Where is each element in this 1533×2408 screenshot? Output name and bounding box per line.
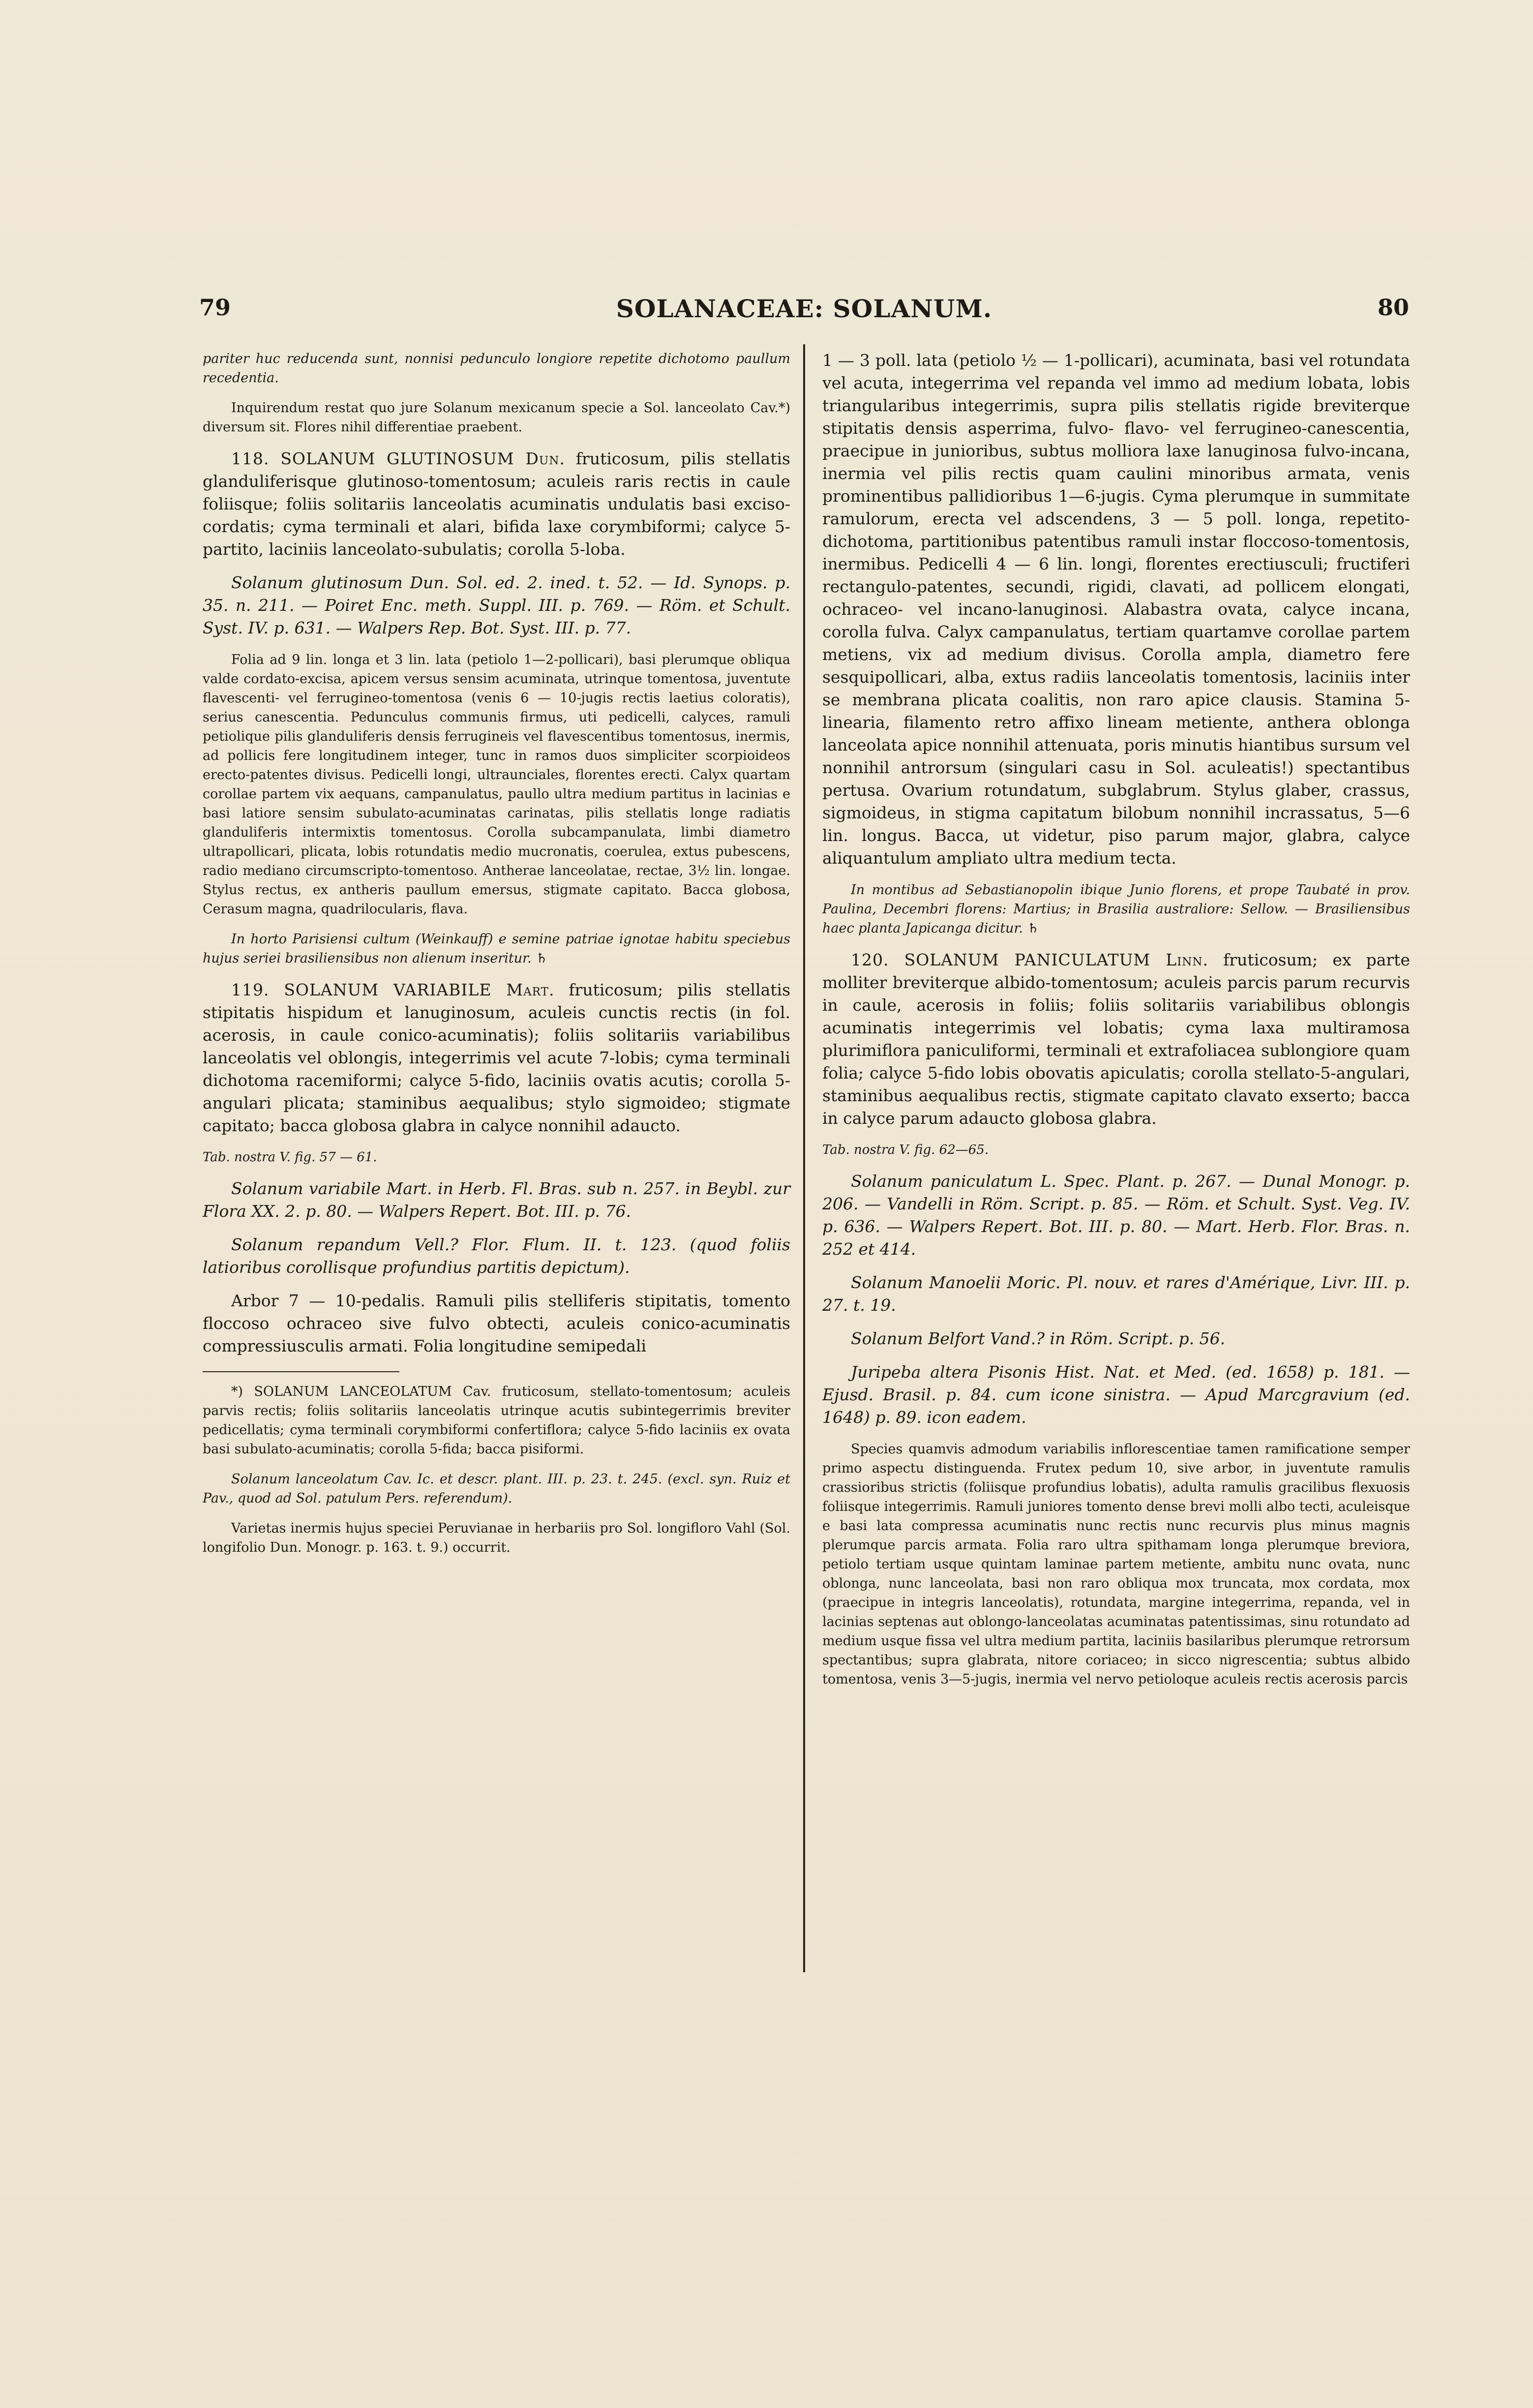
species-120-synonym-1: Solanum paniculatum L. Spec. Plant. p. 267. — Dunal Monogr. p. 206. — Vandelli in Röm. Script. p. 85. — Röm. et Schult. Syst. Veg. IV. p. 636. — Walpers Repert. Bot. III. p. 80. — Mart. Herb. Flor. Bras. n. 252 et 414.	[822, 1172, 1410, 1259]
species-119-habitat: In montibus ad Sebastianopolin ibique Junio florens, et prope Taubaté in prov. Paulina, Decembri florens: Martius; in Brasilia australiore: Sellow. — Brasiliensibus haec planta Japicanga dicitur. ♄	[822, 882, 1410, 936]
species-119	[203, 979, 790, 1137]
species-120-synonym-3: Solanum Belfort Vand.? in Röm. Script. p. 56.	[851, 1329, 1226, 1348]
species-119-description: Arbor 7 — 10-pedalis. Ramuli pilis stelliferis stipitatis, tomento floccoso ochraceo sive fulvo obtecti, aculeis conico-acuminatis compressiusculis armati. Folia longitudine semipedali	[203, 1291, 790, 1355]
page-number-right: 80	[1377, 294, 1409, 321]
running-title: SOLANACEAE: SOLANUM.	[616, 294, 992, 323]
page-number-left: 79	[199, 294, 231, 321]
species-120-heading: 120. SOLANUM PANICULATUM Linn.	[851, 950, 1209, 969]
species-118-description: Folia ad 9 lin. longa et 3 lin. lata (petiolo 1—2-pollicari), basi plerumque obliqua valde cordato-excisa, apicem versus sensim acuminata, utrinque tomentosa, juventute flavescenti- vel ferrugineo-tomentosa (venis 6 — 10-jugis rectis laetius coloratis), serius canescentia. Pedunculus communis firmus, uti pedicelli, calyces, ramuli petiolique pilis glanduliferis densis ferrugineis vel flavescentibus tomentosus, inermis, ad pollicis fere longitudinem integer, tunc in ramos duos simpliciter scorpioideos erecto-patentes divisus. Pedicelli longi, ultraunciales, florentes erecti. Calyx quartam corollae partem vix aequans, campanulatus, paullo ultra medium partitus in lacinias e basi latiore sensim subulato-acuminatas carinatas, pilis stellatis longe radiatis glanduliferis intermixtis tomentosus. Corolla subcampanulata, limbi diametro ultrapollicari, plicata, lobis rotundatis medio mucronatis, coerulea, extus pubescens, radio mediano circumscripto-tomentoso. Antherae lanceolatae, rectae, 3½ lin. longae. Stylus rectus, ex antheris paullum emersus, stigmate capitato. Bacca globosa, Cerasum magna, quadrilocularis, flava.	[203, 652, 790, 917]
species-119-diagnosis: fruticosum; pilis stellatis stipitatis hispidum et lanuginosum, aculeis cunctis rectis (in fol. acerosis, in caule conico-acuminatis); foliis solitariis variabilibus lanceolatis vel oblongis, integerrimis vel acute 7-lobis; cyma terminali dichotoma racemiformi; calyce 5-fido, laciniis ovatis acutis; corolla 5-angulari plicata; staminibus aequalibus; stylo sigmoideo; stigmate capitato; bacca globosa glabra in calyce nonnihil adaucto.	[203, 980, 791, 1135]
species-118-synonymy: Solanum glutinosum Dun. Sol. ed. 2. ined. t. 52. — Id. Synops. p. 35. n. 211. — Poiret Enc. meth. Suppl. III. p. 769. — Röm. et Schult. Syst. IV. p. 631. — Walpers Rep. Bot. Syst. III. p. 77.	[203, 573, 790, 637]
column-divider	[803, 344, 805, 1972]
left-column	[203, 349, 790, 1568]
footnote-synonymy: Solanum lanceolatum Cav. Ic. et descr. plant. III. p. 23. t. 245. (excl. syn. Ruiz et Pav., quod ad Sol. patulum Pers. referendum).	[203, 1472, 790, 1506]
species-119-description-cont: 1 — 3 poll. lata (petiolo ½ — 1-pollicari), acuminata, basi vel rotundata vel acuta, integerrima vel repanda vel immo ad medium lobata, lobis triangularibus integerrimis, supra pilis stellatis rigide breviterque stipitatis densis asperrima, fulvo- flavo- vel ferrugineo-canescentia, praecipue in junioribus, subtus molliora laxe lanuginosa fulvo-incana, inermia vel pilis rectis quam caulini minoribus armata, venis prominentibus pallidioribus 1—6-jugis. Cyma plerumque in summitate ramulorum, erecta vel adscendens, 3 — 5 poll. longa, repetito-dichotoma, partitionibus patentibus ramuli instar floccoso-tomentosis, inermibus. Pedicelli 4 — 6 lin. longi, florentes erectiusculi; fructiferi rectangulo-patentes, secundi, rigidi, clavati, ad pollicem elongati, ochraceo- vel incano-lanuginosi. Alabastra ovata, calyce incana, corolla fulva. Calyx campanulatus, tertiam quartamve corollae partem metiens, vix ad medium divisus. Corolla ampla, diametro fere sesquipollicari, alba, extus radiis lanceolatis tomentosis, laciniis inter se membrana plicata coalitis, non raro apice clausis. Stamina 5-linearia, filamento retro affixo lineam metiente, anthera oblonga lanceolata apice nonnihil attenuata, poris minutis hiantibus sursum vel nonnihil antrorsum (singulari casu in Sol. aculeatis!) spectantibus pertusa. Ovarium rotundatum, subglabrum. Stylus glaber, crassus, sigmoideus, in stigma capitatum bilobum nonnihil incrassatus, 5—6 lin. longus. Bacca, ut videtur, piso parum major, glabra, calyce aliquantulum ampliato ultra medium tecta.	[822, 351, 1410, 868]
footnote-variety: Varietas inermis hujus speciei Peruvianae in herbariis pro Sol. longifloro Vahl (Sol. longifolio Dun. Monogr. p. 163. t. 9.) occurrit.	[203, 1521, 790, 1555]
species-118-habitat: In horto Parisiensi cultum (Weinkauff) e semine patriae ignotae habitu speciebus hujus seriei brasiliensibus non alienum inseritur. ♄	[203, 932, 790, 966]
intro-paragraph: pariter huc reducenda sunt, nonnisi pedunculo longiore repetite dichotomo paullum recedentia.	[203, 351, 790, 386]
right-column	[822, 349, 1410, 1700]
species-120-diagnosis: fruticosum; ex parte molliter breviterque albido-tomentosum; aculeis parcis parum recurvis in caule, acerosis in foliis; foliis solitariis variabilibus oblongis acuminatis integerrimis vel lobatis; cyma laxa multiramosa plurimiflora paniculiformi, terminali et extrafoliacea sublongiore quam folia; calyce 5-fido lobis obovatis apiculatis; corolla stellato-5-angulari, staminibus aequalibus rectis, stigmate capitato clavato exserto; bacca in calyce parum adaucto globosa glabra.	[822, 950, 1410, 1128]
running-header	[199, 294, 1409, 329]
species-120-plate: Tab. nostra V. fig. 62—65.	[822, 1143, 989, 1157]
species-119-synonym-2: Solanum repandum Vell.? Flor. Flum. II. t. 123. (quod foliis latioribus corollisque profundius partitis depictum).	[203, 1235, 790, 1277]
species-119-synonym-1: Solanum variabile Mart. in Herb. Fl. Bras. sub n. 257. in Beybl. zur Flora XX. 2. p. 80. — Walpers Repert. Bot. III. p. 76.	[203, 1179, 790, 1221]
species-120	[822, 949, 1410, 1130]
footnote-rule	[203, 1371, 399, 1372]
footnote-lanceolatum: *) SOLANUM LANCEOLATUM Cav. fruticosum, stellato-tomentosum; aculeis parvis rectis; foliis solitariis lanceolatis utrinque acutis subintegerrimis breviter pedicellatis; cyma terminali corymbiformi confertiflora; calyce 5-fido laciniis ex ovata basi subulato-acuminatis; corolla 5-fida; bacca pisiformi.	[203, 1384, 790, 1457]
species-120-synonym-2: Solanum Manoelii Moric. Pl. nouv. et rares d'Amérique, Livr. III. p. 27. t. 19.	[822, 1273, 1410, 1315]
species-120-description: Species quamvis admodum variabilis inflorescentiae tamen ramificatione semper primo aspectu distinguenda. Frutex pedum 10, sive arbor, in juventute ramulis crassioribus strictis (foliisque profundius lobatis), adulta ramulis gracilibus flexuosis foliisque integerrimis. Ramuli juniores tomento dense brevi molli albo tecti, aculeisque e basi lata compressa acuminatis nunc rectis nunc recurvis plus minus magnis plerumque parcis armata. Folia raro ultra spithamam longa plerumque breviora, petiolo tertiam usque quintam laminae partem metiente, ambitu nunc ovata, nunc oblonga, nunc lanceolata, basi non raro obliqua mox truncata, mox cordata, mox (praecipue in integris lanceolatis), rotundata, margine integerrima, repanda, vel in lacinias septenas aut oblongo-lanceolatas acuminatas patentissimas, sinu rotundato ad medium usque fissa vel ultra medium partita, laciniis basilaribus plerumque retrorsum spectantibus; supra glabrata, nitore coriaceo; in sicco nigrescentia; subtus albido tomentosa, venis 3—5-jugis, inermia vel nervo petioloque aculeis rectis acerosis parcis	[822, 1442, 1410, 1687]
species-118-diagnosis: fruticosum, pilis stellatis glanduliferisque glutinoso-tomentosum; aculeis raris rectis in caule foliisque; foliis solitariis lanceolatis acuminatis undulatis basi exciso-cordatis; cyma terminali et alari, bifida laxe corymbiformi; calyce 5-partito, laciniis lanceolato-subulatis; corolla 5-loba.	[203, 449, 790, 559]
species-119-heading: 119. SOLANUM VARIABILE Mart.	[231, 980, 555, 999]
species-118-heading: 118. SOLANUM GLUTINOSUM Dun.	[231, 449, 565, 468]
species-118	[203, 448, 790, 561]
species-120-synonym-4: Juripeba altera Pisonis Hist. Nat. et Med. (ed. 1658) p. 181. — Ejusd. Brasil. p. 84. cum icone sinistra. — Apud Marcgravium (ed. 1648) p. 89. icon eadem.	[822, 1362, 1410, 1427]
intro-note: Inquirendum restat quo jure Solanum mexicanum specie a Sol. lanceolato Cav.*) diversum sit. Flores nihil differentiae praebent.	[203, 400, 790, 435]
species-119-plate: Tab. nostra V. fig. 57 — 61.	[203, 1150, 377, 1165]
